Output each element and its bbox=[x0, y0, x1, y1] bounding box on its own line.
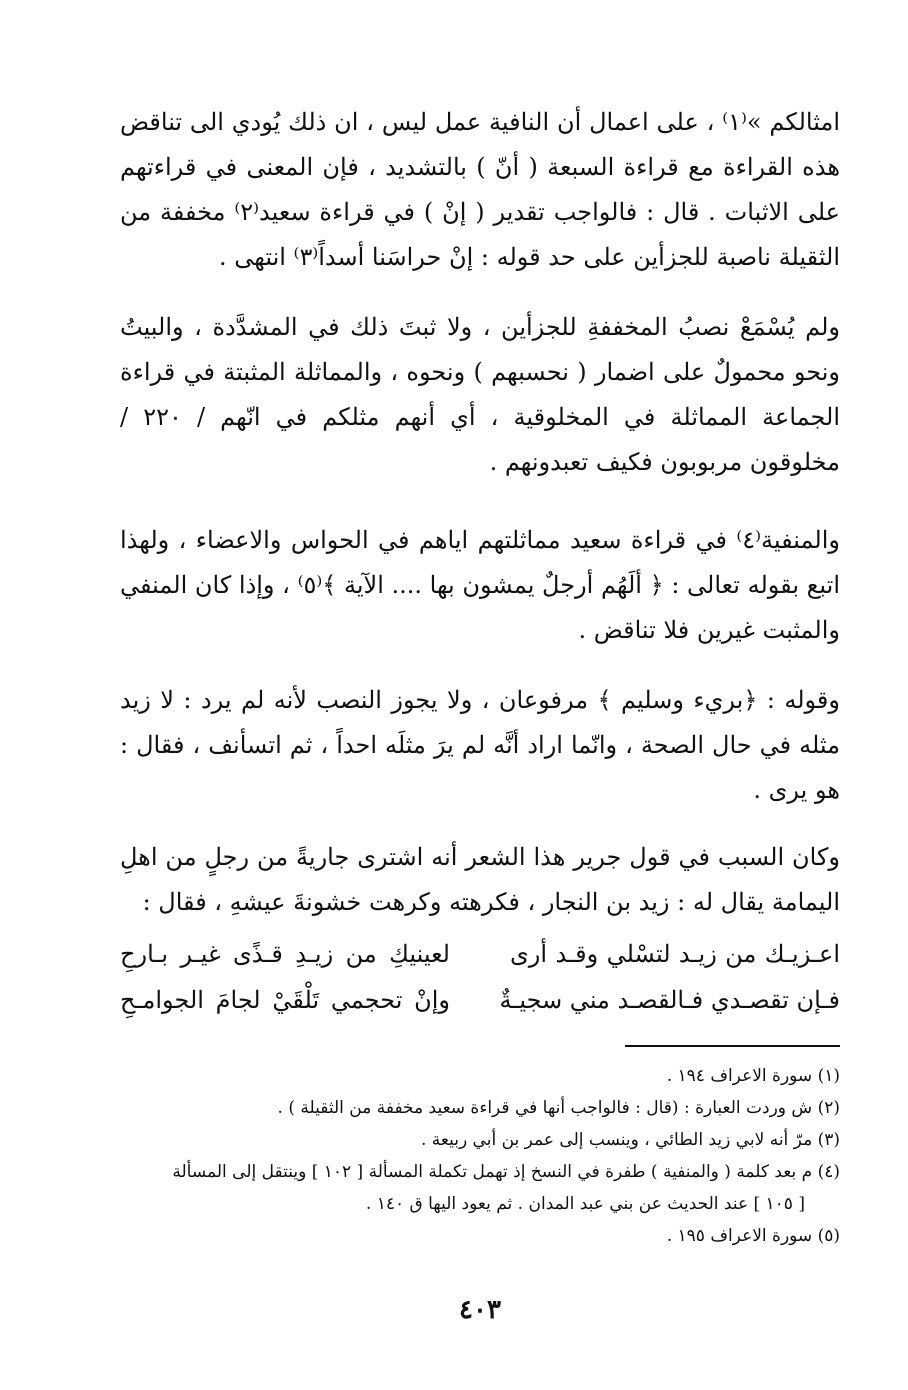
verse-1-second-hemistich: لعينيكِ من زيـدِ قـذًى غيـر بـارحِ bbox=[120, 940, 450, 968]
paragraph-3: والمنفية⁽٤⁾ في قراءة سعيد مماثلتهم اياهم في الحواس والاعضاء ، ولهذا اتبع بقوله تعالى : ﴿ ألَهُم أرجلٌ يمشون بها .... الآية ﴾⁽٥⁾ ، وإذا كان المنفي والمثبت غيرين فلا تناقض . bbox=[120, 526, 841, 644]
paragraph-5: وكان السبب في قول جرير هذا الشعر أنه اشترى جاريةً من رجلٍ من اهلِ اليمامة يقال له : زيد بن النجار ، فكرهته وكرهت خشونةَ عيشهِ ، فقال : bbox=[120, 843, 840, 916]
footnote-1: (١) سورة الاعراف ١٩٤ . bbox=[666, 1066, 840, 1086]
footnotes bbox=[120, 1060, 840, 1252]
verse-line-1 bbox=[120, 932, 840, 977]
footnote-separator bbox=[625, 1045, 840, 1047]
verse-line-2 bbox=[120, 978, 840, 1023]
verse-2-first-hemistich: فـإن تقصـدي فـالقصـد مني سجيـةٌ bbox=[499, 986, 840, 1014]
paragraph-1: امثالكم »⁽١⁾ ، على اعمال أن النافية عمل ليس ، ان ذلك يُودي الى تناقض هذه القراءة مع قراءة السبعة ( أنّ ) بالتشديد ، فإن المعنى في قراءتهم على الاثبات . قال : فالواجب تقدير ( إنْ ) في قراءة سعيد⁽٢⁾ مخففة من الثقيلة ناصبة للجزأين على حد قوله : إنْ حراسَنا أسداً⁽٣⁾ انتهى . bbox=[120, 108, 841, 271]
footnote-3: (٣) مرّ أنه لابي زيد الطائي ، وينسب إلى عمر بن أبي ربيعة . bbox=[420, 1130, 840, 1150]
page-number: ٤٠٣ bbox=[459, 1295, 501, 1325]
paragraph-4: وقوله : ﴿بريء وسليم ﴾ مرفوعان ، ولا يجوز النصب لأنه لم يرد : لا زيد مثله في حال الصحة ، وانّما اراد أنَّه لم يرَ مثلَه احداً ، ثم اتسأنف ، فقال : هو يرى . bbox=[120, 686, 840, 804]
verse-1-first-hemistich: اعـزيـك من زيـد لتسْلي وقـد أرى bbox=[510, 940, 840, 968]
footnote-5: (٥) سورة الاعراف ١٩٥ . bbox=[666, 1226, 840, 1246]
footnote-4-continuation: [ ١٠٥ ] عند الحديث عن بني عبد المدان . ثم يعود اليها ق ١٤٠ . bbox=[365, 1194, 805, 1214]
page bbox=[120, 100, 840, 1380]
paragraph-2: ولم يُسْمَعْ نصبُ المخففةِ للجزأين ، ولا ثبتَ ذلك في المشدَّدة ، والبيتُ ونحو محمولٌ على اضمار ( نحسبهم ) ونحوه ، والمماثلة المثبتة في قراءة الجماعة المماثلة في المخلوقية ، أي أنهم مثلكم في انّهم / ٢٢٠ / مخلوقون مربوبون فكيف تعبدونهم . bbox=[120, 313, 840, 476]
footnote-4: (٤) م بعد كلمة ( والمنفية ) طفرة في النسخ إذ تهمل تكملة المسألة [ ١٠٢ ] وينتقل إلى المسألة bbox=[172, 1162, 840, 1182]
verse-2-second-hemistich: وإنْ تحجمي تَلْقَيْ لجامَ الجوامـحِ bbox=[120, 986, 450, 1014]
footnote-2: (٢) ش وردت العبارة : (قال : فالواجب أنها في قراءة سعيد مخففة من الثقيلة ) . bbox=[277, 1098, 840, 1118]
